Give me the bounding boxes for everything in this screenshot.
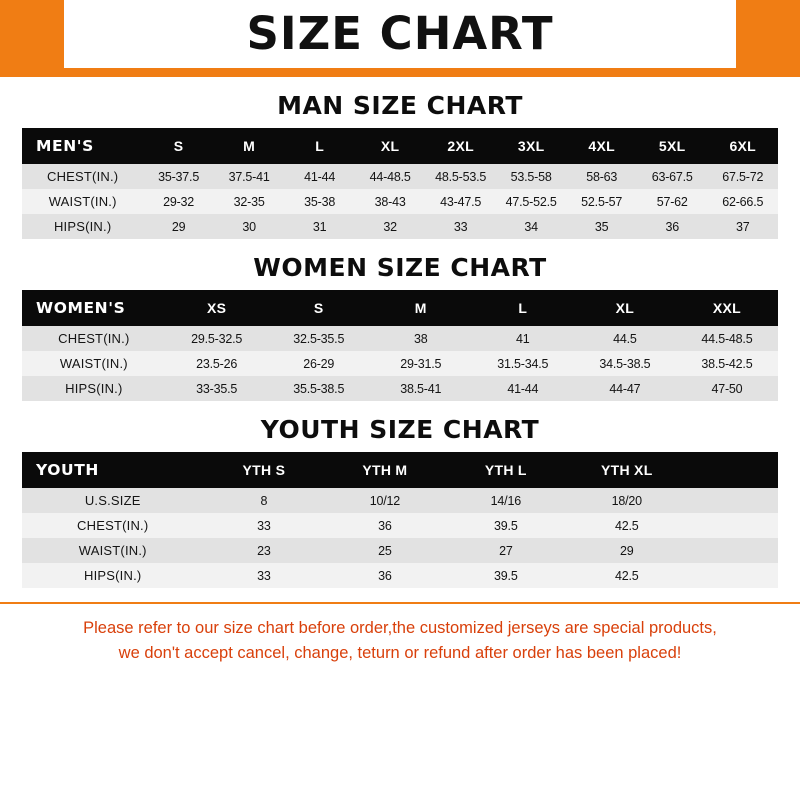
column-header: 5XL [637, 128, 708, 164]
page-title: SIZE CHART [246, 7, 554, 60]
cell: 8 [203, 488, 324, 513]
column-header: YTH L [445, 452, 566, 488]
cell: 10/12 [324, 488, 445, 513]
cell: 29-31.5 [370, 351, 472, 376]
column-header: XL [355, 128, 426, 164]
section-title-men: MAN SIZE CHART [277, 91, 523, 120]
cell: 23.5-26 [166, 351, 268, 376]
cell: 23 [203, 538, 324, 563]
row-label: WAIST(IN.) [22, 351, 166, 376]
cell: 31 [284, 214, 355, 239]
column-header: 2XL [425, 128, 496, 164]
table-header-row [22, 128, 778, 164]
cell: 38-43 [355, 189, 426, 214]
cell: 27 [445, 538, 566, 563]
row-label: U.S.SIZE [22, 488, 203, 513]
column-header: S [143, 128, 214, 164]
cell-spacer [687, 513, 778, 538]
column-header: 6XL [707, 128, 778, 164]
cell: 37.5-41 [214, 164, 285, 189]
cell: 52.5-57 [566, 189, 637, 214]
column-header: YTH M [324, 452, 445, 488]
row-label: CHEST(IN.) [22, 164, 143, 189]
banner-right-accent [736, 0, 800, 68]
section-youth [0, 415, 800, 588]
column-header: XL [574, 290, 676, 326]
men-size-table [22, 128, 778, 239]
cell: 35.5-38.5 [268, 376, 370, 401]
row-label: CHEST(IN.) [22, 326, 166, 351]
banner-left-accent [0, 0, 64, 68]
cell: 29 [143, 214, 214, 239]
table-row [22, 376, 778, 401]
banner-divider [0, 68, 800, 77]
table-row [22, 538, 778, 563]
cell: 36 [637, 214, 708, 239]
footer-line-1: Please refer to our size chart before order,the customized jerseys are special products, [83, 619, 717, 637]
column-header: M [370, 290, 472, 326]
row-label: WAIST(IN.) [22, 189, 143, 214]
table-row [22, 513, 778, 538]
cell: 44.5 [574, 326, 676, 351]
cell: 36 [324, 563, 445, 588]
footer-line-2: we don't accept cancel, change, teturn or refund after order has been placed! [118, 643, 682, 662]
cell: 35 [566, 214, 637, 239]
cell: 42.5 [566, 513, 687, 538]
table-header-row [22, 452, 778, 488]
table-row [22, 189, 778, 214]
cell: 33 [203, 513, 324, 538]
table-row [22, 563, 778, 588]
column-header: WOMEN'S [22, 290, 166, 326]
cell-spacer [687, 563, 778, 588]
cell: 14/16 [445, 488, 566, 513]
column-header: XS [166, 290, 268, 326]
cell: 63-67.5 [637, 164, 708, 189]
cell: 33-35.5 [166, 376, 268, 401]
cell: 41 [472, 326, 574, 351]
cell: 43-47.5 [425, 189, 496, 214]
column-header: M [214, 128, 285, 164]
cell: 36 [324, 513, 445, 538]
cell: 57-62 [637, 189, 708, 214]
table-header-row [22, 290, 778, 326]
row-label: CHEST(IN.) [22, 513, 203, 538]
cell: 29.5-32.5 [166, 326, 268, 351]
cell: 44-47 [574, 376, 676, 401]
cell: 42.5 [566, 563, 687, 588]
row-label: HIPS(IN.) [22, 376, 166, 401]
table-row [22, 488, 778, 513]
cell: 47-50 [676, 376, 778, 401]
cell: 29-32 [143, 189, 214, 214]
column-header: YOUTH [22, 452, 203, 488]
column-header: YTH XL [566, 452, 687, 488]
cell: 33 [203, 563, 324, 588]
cell: 58-63 [566, 164, 637, 189]
cell: 44-48.5 [355, 164, 426, 189]
cell: 34.5-38.5 [574, 351, 676, 376]
cell: 33 [425, 214, 496, 239]
column-header: L [472, 290, 574, 326]
header-banner [0, 0, 800, 68]
table-row [22, 351, 778, 376]
cell: 18/20 [566, 488, 687, 513]
cell: 47.5-52.5 [496, 189, 567, 214]
cell: 32 [355, 214, 426, 239]
cell: 38.5-41 [370, 376, 472, 401]
cell: 32.5-35.5 [268, 326, 370, 351]
cell: 53.5-58 [496, 164, 567, 189]
column-header: 4XL [566, 128, 637, 164]
column-header: YTH S [203, 452, 324, 488]
cell: 31.5-34.5 [472, 351, 574, 376]
youth-size-table [22, 452, 778, 588]
row-label: HIPS(IN.) [22, 214, 143, 239]
cell: 62-66.5 [707, 189, 778, 214]
cell: 35-38 [284, 189, 355, 214]
column-header: 3XL [496, 128, 567, 164]
cell: 44.5-48.5 [676, 326, 778, 351]
cell: 37 [707, 214, 778, 239]
cell: 41-44 [284, 164, 355, 189]
section-women [0, 253, 800, 401]
column-header-spacer [687, 452, 778, 488]
cell: 25 [324, 538, 445, 563]
table-row [22, 326, 778, 351]
cell: 34 [496, 214, 567, 239]
column-header: XXL [676, 290, 778, 326]
section-men [0, 91, 800, 239]
column-header: S [268, 290, 370, 326]
section-title-youth: YOUTH SIZE CHART [260, 415, 540, 444]
table-row [22, 164, 778, 189]
cell: 38.5-42.5 [676, 351, 778, 376]
cell-spacer [687, 538, 778, 563]
cell: 35-37.5 [143, 164, 214, 189]
cell: 32-35 [214, 189, 285, 214]
table-row [22, 214, 778, 239]
cell: 67.5-72 [707, 164, 778, 189]
cell: 39.5 [445, 513, 566, 538]
cell: 38 [370, 326, 472, 351]
women-size-table [22, 290, 778, 401]
cell: 39.5 [445, 563, 566, 588]
section-title-women: WOMEN SIZE CHART [253, 253, 547, 282]
cell: 30 [214, 214, 285, 239]
column-header: MEN'S [22, 128, 143, 164]
cell: 29 [566, 538, 687, 563]
cell: 26-29 [268, 351, 370, 376]
footer-disclaimer [0, 602, 800, 666]
cell: 48.5-53.5 [425, 164, 496, 189]
cell-spacer [687, 488, 778, 513]
column-header: L [284, 128, 355, 164]
cell: 41-44 [472, 376, 574, 401]
row-label: HIPS(IN.) [22, 563, 203, 588]
row-label: WAIST(IN.) [22, 538, 203, 563]
